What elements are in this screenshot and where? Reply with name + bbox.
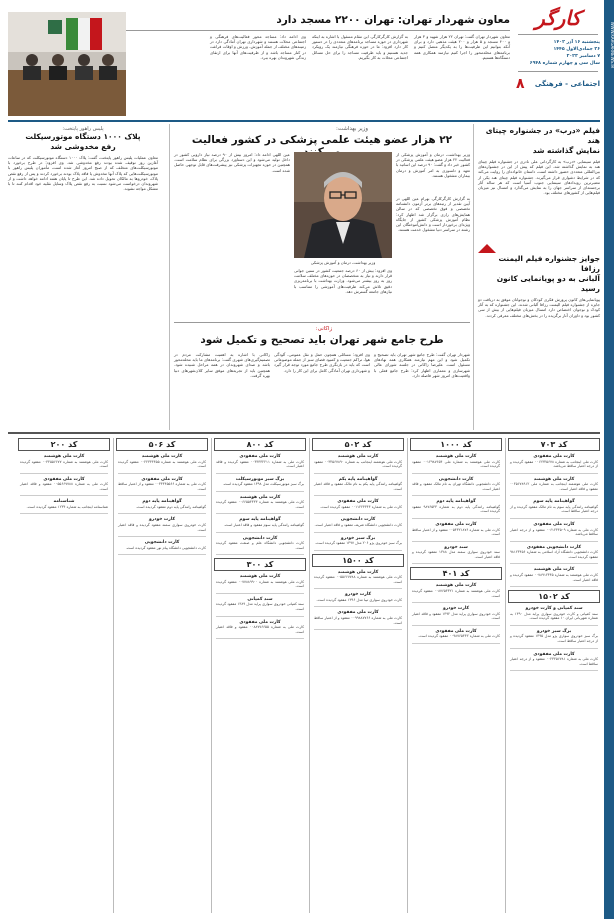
health-story-photo (294, 152, 392, 258)
issue-line: سال سی و چهارم شماره ۶۹۴۸ (529, 61, 600, 66)
ad-divider (510, 670, 598, 671)
ad-item (216, 597, 304, 612)
ad-divider (412, 541, 500, 542)
ad-divider (118, 473, 206, 474)
film-story-body: فیلم سینمایی «درب» به کارگردانی علی نادری در جشنواره فیلم چیتای هند به نمایش گذاشته شد. این فیلم که پیش از این در جشنواره‌های بین‌المللی متعددی حضور داشته است، داستان خانواده‌ای را روایت می‌کند که در شرایط دشواری قرار می‌گیرند. جشنواره فیلم چیتای هند یکی از معتبرترین رویدادهای سینمایی جنوب آسیا است که هر ساله آثار برجسته‌ای از سراسر جهان را به نمایش می‌گذارد و امسال نیز میزبان فیلم‌هایی از کشورهای مختلف بود. (478, 159, 600, 196)
ad-body: سند کمپانی و کارت خودروی سواری پراید مدل ۱۳۹۰ به شماره شهربانی ایران ۱۰ مفقود گردیده است. (510, 611, 598, 621)
ad-divider (216, 554, 304, 555)
ad-title: کارت دانشجویی مفقودی (526, 544, 582, 550)
ad-title: کارت ملی هوشمند (533, 476, 575, 482)
ad-divider (216, 593, 304, 594)
ad-item (412, 606, 500, 621)
ad-column (116, 438, 208, 913)
top-story-photo (8, 12, 126, 116)
ad-section-heading: کد ۱۵۰۰ (312, 554, 404, 567)
ad-column (18, 438, 110, 913)
award-title-line-2: آلبانی به دو پویانمایی کانون رسید (496, 274, 600, 293)
ad-title: کارت ملی هوشمند (239, 494, 281, 500)
ad-item (412, 629, 500, 639)
ad-title: گواهینامه پایه یکم (338, 476, 378, 482)
top-story-col-3: وی ادامه داد: مساجد محور فعالیت‌های فرهنگی و اجتماعی محلات هستند و شهرداری تهران آمادگی دارد در زمینه‌های مختلف از جمله آموزش، ورزش و اوقات فراغت در کنار مساجد باشد و از ظرفیت‌های آنها برای ارتقای زندگی شهروندان بهره ببرد. (210, 34, 306, 60)
ad-item (20, 499, 108, 509)
ad-item (216, 574, 304, 589)
ad-divider (314, 513, 402, 514)
ad-section-heading: کد ۴۰۱ (410, 567, 502, 580)
ad-title: کارت ملی مفقودی (239, 454, 281, 459)
ad-title: کارت ملی مفقودی (533, 454, 575, 459)
ad-title: کارت خودرو (442, 606, 470, 612)
top-story-col-2: به گزارش کارگرکارگر، این مقام مسئول با اشاره به اینکه شهرداری در حوزه مساجد برنامه‌های متعددی را در دستور کار دارد افزود: ما در حوزه فرهنگی نیازمند یک رویکرد جدید هستیم و باید ظرفیت مساجد را برای حل مسائل اجتماعی محلات به کار بگیریم. (312, 34, 408, 60)
ad-column (508, 438, 600, 913)
ad-item (118, 517, 206, 532)
ad-item (412, 499, 500, 514)
ad-divider (412, 602, 500, 603)
ad-section-heading: کد ۱۵۰۲ (508, 590, 600, 603)
police-story-kicker: پلیس راهور پایتخت: (62, 126, 104, 132)
ad-item (118, 540, 206, 550)
ad-section-heading: کد ۵۰۶ (116, 438, 208, 451)
ad-body: برگ سبز خودروی پژو ۲۰۶ مدل ۱۳۹۷ مفقود گردیده است. (315, 541, 402, 546)
ad-body: سند خودروی سواری سمند مدل ۱۳۸۸ مفقود گردیده و فاقد اعتبار است. (412, 550, 500, 559)
masthead (516, 6, 600, 114)
ad-item (314, 592, 402, 602)
ad-divider (510, 586, 598, 587)
ad-title: سند کمپانی و کارت خودرو (525, 606, 583, 612)
ad-body: کارت خودروی سواری پراید مدل ۱۳۹۲ مفقود و فاقد اعتبار است. (412, 611, 500, 621)
health-story-col-2: به گزارش کارگرکارگر، بهرام عین اللهی در آیین تقدیر از رتبه‌های برتر آزمون دانشنامه تخصصی و فوق تخصصی که در سالن همایش‌های رازی برگزار شد اظهار کرد: نظام آموزش پزشکی کشور از جایگاه ویژه‌ای برخوردار است و دانش‌آموختگان این رشته در سراسر دنیا مشغول خدمت هستند. (396, 196, 470, 233)
ad-title: کارت ملی هوشمند (43, 454, 85, 459)
ad-title: کارت دانشجویی (438, 476, 474, 482)
ad-divider (510, 563, 598, 564)
award-story-body: پویانمایی‌های کانون پرورش فکری کودکان و نوجوانان موفق به دریافت دو جایزه از جشنواره فیلم الیمنت رزافا آلبانی شدند. این جشنواره که به آثار کودک و نوجوان اختصاص دارد امسال میزبان فیلم‌هایی از بیش از سی کشور بود و داوران آثار برگزیده را در بخش‌های مختلف معرفی کردند. (478, 297, 600, 318)
film-story-title (478, 126, 600, 156)
ad-body: کارت دانشجویی دانشگاه علم و صنعت مفقود گردیده است. (216, 541, 304, 550)
police-title-line-2: رفع مخدوشی شد (50, 142, 116, 151)
ad-section-heading: کد ۱۰۰۰ (410, 438, 502, 451)
ad-item (118, 499, 206, 509)
top-story-title: معاون شهردار تهران: تهران ۲۲۰۰ مسجد دارد (276, 14, 510, 26)
urban-story-col-3: زاکانی با اشاره به اهمیت مشارکت مردم در تصمیم‌گیری‌های شهری گفت: برنامه‌های ما باید محله‌محور باشد و صدای شهروندان در همه مراحل شنیده شود. همچنین باید از تجربه‌های موفق سایر کلان‌شهرهای دنیا بهره گرفت. (174, 352, 270, 378)
ad-title: کارت ملی مفقودی (435, 522, 477, 528)
ad-item (118, 454, 206, 469)
section-label: اجتماعی - فرهنگی (534, 80, 600, 88)
ad-title: گواهینامه پایه سوم (239, 517, 281, 523)
date-line-1: پنجشنبه ۱۶ آذر ۱۴۰۲ (553, 40, 600, 45)
police-story-body: معاون عملیات پلیس راهور پایتخت، گفت: پلاک ۱۰۰۰ دستگاه موتورسیکلت که در ساعات آغازین روز توقیف شده بودند رفع مخدوشی شد. وی افزود: در طرح برخورد با موتورسیکلت‌های متخلف که از صبح امروز آغاز شده است، مأموران پلیس راهور با موتورسیکلت‌هایی که پلاک آنها مخدوش یا فاقد پلاک بودند برخورد کردند و پس از رفع نقص پلاک، خودروها به مالکان تحویل داده شد. این طرح تا پایان هفته ادامه خواهد داشت و از شهروندان درخواست می‌شود نسبت به رفع نقص پلاک وسایل نقلیه خود اقدام کنند تا با مشکل مواجه نشوند. (8, 155, 159, 192)
ad-divider (20, 495, 108, 496)
ad-item (20, 477, 108, 492)
ad-body: کارت ملی به شماره ۰۰۲۳۴۵۶۷۸۱ مفقود و از درجه اعتبار ساقط است. (510, 657, 598, 666)
ad-item (314, 570, 402, 585)
health-story-title: ۲۲ هزار عضو هیئت علمی پزشکی در کشور فعالیت (191, 134, 453, 146)
ad-body: گواهینامه رانندگی پایه دوم مفقود گردیده است. (135, 504, 206, 509)
ad-column (312, 438, 404, 913)
ad-item (216, 477, 304, 487)
ad-body: کارت ملی به شماره ۰۰۵۵۶۶۷۷۸۸ مفقود و فاقد اعتبار است. (20, 482, 108, 491)
ad-body: کارت ملی به شماره ۰۰۴۴۳۳۲۲۱۱ مفقود گردیده و فاقد اعتبار است. (216, 459, 304, 469)
ad-item (412, 522, 500, 537)
ad-divider (412, 495, 500, 496)
ad-section-heading: کد ۸۰۰ (214, 438, 306, 451)
ad-column-divider (505, 438, 506, 913)
ad-divider (412, 625, 500, 626)
ad-body: کارت ملی به شماره ۰۰۱۱۲۲۳۳۴۴ مفقود گردیده است. (320, 504, 402, 509)
ad-title: کارت ملی هوشمند (141, 454, 183, 459)
ad-divider (412, 518, 500, 519)
urban-story-col-2: وی افزود: مسائلی همچون حمل و نقل عمومی، آلودگی هوا، تراکم جمعیت و کمبود فضای سبز از جمله موضوعاتی است که باید در بازنگری طرح جامع مورد توجه قرار گیرد و شهرداری تهران آمادگی کامل برای این کار را دارد. (274, 352, 370, 373)
ad-divider (510, 473, 598, 474)
ad-body: کارت ملی اینجانب به شماره ۰۰۱۲۳۴۵۶۷۸ مفقود گردیده و از درجه اعتبار ساقط می‌باشد. (510, 459, 598, 469)
ad-body: کارت دانشجویی دانشگاه تهران به نام مالک مفقود و فاقد اعتبار است. (412, 482, 500, 491)
ad-divider (412, 643, 500, 644)
health-story-col-4: عین اللهی ادامه داد: امروز بیش از ۹۰ درصد نیاز دارویی کشور در داخل تولید می‌شود و این دستاورد بزرگی برای نظام سلامت است. همچنین در حوزه تجهیزات پزشکی نیز پیشرفت‌های قابل توجهی حاصل شده است. (174, 152, 290, 173)
ad-divider (510, 625, 598, 626)
ad-divider (412, 473, 500, 474)
ad-item (314, 517, 402, 527)
ad-divider (216, 532, 304, 533)
ad-divider (510, 541, 598, 542)
health-story-kicker: وزیر بهداشت: (336, 126, 368, 132)
ad-title: گواهینامه پایه دوم (436, 499, 476, 505)
urban-story-col-1: شهردار تهران گفت: طرح جامع شهر تهران باید تصحیح و تکمیل شود و این مهم نیازمند همکاری همه نهادهای مسئول است. علیرضا زاکانی در جلسه شورای عالی شهرسازی و معماری اظهار کرد: طرح جامع فعلی با واقعیت‌های امروز شهر فاصله دارد. (374, 352, 470, 378)
ad-title: کارت ملی مفقودی (337, 499, 379, 505)
ad-item (510, 567, 598, 582)
ad-divider (20, 513, 108, 514)
ad-item (118, 477, 206, 492)
ad-divider (216, 473, 304, 474)
ad-item (216, 517, 304, 527)
health-photo-caption: وزیر بهداشت، درمان و آموزش پزشکی (310, 260, 376, 265)
ad-column-divider (211, 438, 212, 913)
health-story-col-1: وزیر بهداشت، درمان و آموزش پزشکی از فعالیت ۲۲ هزار عضو هیئت علمی پزشکی در کشور خبر داد و گفت: ۹۰ درصد این اساتید با تعهد و دلسوزی به امر آموزش و درمان بیماران مشغول هستند. (396, 152, 471, 178)
ad-title: کارت دانشجویی (340, 517, 376, 523)
ad-item (510, 477, 598, 492)
ad-body: گواهینامه رانندگی پایه سوم مفقود و فاقد اعتبار است. (223, 522, 304, 527)
ad-item (20, 454, 108, 469)
ad-body: کارت ملی هوشمند به شماره ۰۰۷۷۸۸۹۹۰۰ مفقود گردیده است. (216, 579, 304, 589)
ad-title: کارت ملی هوشمند (435, 583, 477, 589)
ad-divider (412, 563, 500, 564)
ad-section-heading: کد ۲۰۰ (18, 438, 110, 451)
ad-body: کارت خودروی سواری سمند مفقود گردیده و فاقد اعتبار است. (118, 522, 206, 532)
ad-body: کارت خودروی سواری تیبا مدل ۱۳۹۶ مفقود گردیده است. (316, 597, 402, 602)
ad-divider (20, 473, 108, 474)
ad-body: شناسنامه اینجانب به شماره ۱۲۳۴ مفقود گردیده است. (26, 504, 108, 509)
ad-title: برگ سبز خودرو (536, 628, 572, 634)
health-story-col-3: وی افزود: بیش از ۶۰ درصد جمعیت کشور در سنین جوانی قرار دارند و نیاز به متخصصان در حوزه‌های مختلف سلامت روز به روز بیشتر می‌شود. وزارت بهداشت با برنامه‌ریزی دقیق تلاش می‌کند ظرفیت‌های آموزشی را متناسب با نیازهای جامعه گسترش دهد. (294, 268, 393, 294)
ad-item (412, 583, 500, 598)
ad-item (510, 545, 598, 560)
ad-body: کارت ملی به شماره ۰۰۹۹۸۸۷۷۶۶ مفقود و از اعتبار ساقط است. (314, 615, 403, 625)
ad-item (216, 536, 304, 551)
ad-body: کارت ملی به شماره ۰۰۸۸۷۷۶۶۵۵ مفقود و فاقد اعتبار است. (216, 625, 304, 634)
award-photo (474, 240, 500, 252)
ad-title: کارت ملی مفقودی (239, 619, 281, 625)
ad-item (412, 454, 500, 469)
ad-item (216, 620, 304, 635)
ad-divider (118, 554, 206, 555)
side-strip-text: WWW.KARGARNEWS.IR (610, 21, 615, 69)
ad-divider (216, 638, 304, 639)
ad-title: کارت ملی مفقودی (337, 610, 379, 616)
ad-divider (510, 648, 598, 649)
ad-item (510, 522, 598, 537)
ad-body: کارت ملی هوشمند اینجانب به شماره ملی ۰۰۴۵۶۷۸۹۱۲ مفقود و فاقد اعتبار است. (510, 482, 598, 491)
urban-story-title: طرح جامع شهر تهران باید تصحیح و تکمیل شود (200, 334, 444, 346)
ad-item (314, 536, 402, 546)
ad-section-heading: کد ۵۰۲ (312, 438, 404, 451)
ad-divider (118, 495, 206, 496)
ad-body: کارت ملی هوشمند به شماره ۰۰۸۷۶۵۴۳۲۱ مفقود گردیده است. (412, 588, 500, 598)
ad-title: کارت ملی مفقودی (435, 628, 477, 634)
ad-column (214, 438, 306, 913)
police-story-title (8, 132, 158, 152)
urban-story-kicker: زاکانی: (315, 326, 333, 332)
ad-body: برگ سبز موتورسیکلت مدل ۱۳۹۸ مفقود گردیده است. (222, 482, 304, 487)
ad-title: کارت ملی هوشمند (533, 567, 575, 573)
ad-item (216, 454, 304, 469)
ad-title: کارت خودرو (344, 592, 372, 598)
ad-body: کارت دانشجویی دانشگاه آزاد اسلامی به شماره ۹۸۱۲۳۴۵۶ مفقود گردیده است. (510, 550, 598, 559)
ad-item (314, 454, 402, 469)
ad-title: کارت ملی هوشمند (337, 569, 379, 575)
award-title-line-1: جوایز جشنواره فیلم الیمنت رزافا (498, 254, 600, 273)
ad-body: سند کمپانی خودروی سواری پراید مدل ۱۳۸۹ مفقود گردیده است. (216, 602, 305, 612)
ad-body: کارت دانشجویی دانشگاه شریف مفقود و فاقد اعتبار است. (314, 522, 402, 527)
ad-body: کارت ملی هوشمند به شماره ملی ۰۰۱۲۹۸۷۶۵۴ مفقود گردیده است. (412, 459, 500, 469)
ad-title: کارت ملی مفقودی (533, 522, 575, 528)
ad-divider (216, 616, 304, 617)
police-title-line-1: پلاک ۱۰۰۰ دستگاه موتورسیکلت (25, 132, 141, 141)
ad-divider (118, 536, 206, 537)
ad-title: کارت دانشجویی (242, 535, 278, 541)
ad-title: کارت ملی هوشمند (239, 574, 281, 580)
ad-body: کارت ملی هوشمند به شماره ۰۰۲۲۳۳۴۴۵۵ مفقود گردیده است. (118, 459, 206, 469)
ad-title: کارت دانشجویی (144, 540, 180, 546)
ad-item (510, 454, 598, 469)
ad-body: کارت ملی به شماره ۰۰۹۸۷۶۵۴۳۲ مفقود گردیده است. (418, 634, 500, 639)
ad-divider (510, 495, 598, 496)
ad-section-heading: کد ۳۰۰ (214, 558, 306, 571)
ad-divider (314, 606, 402, 607)
ad-item (314, 499, 402, 509)
ad-title: برگ سبز موتورسیکلت (235, 476, 285, 482)
ad-title: گواهینامه پایه دوم (142, 499, 182, 505)
ad-divider (216, 491, 304, 492)
masthead-logo: کارگر (535, 6, 581, 30)
ad-item (412, 477, 500, 492)
ad-divider (314, 495, 402, 496)
film-title-line-1: فیلم «درب» در جشنواره چیتای هند (485, 126, 600, 145)
ad-item (510, 629, 598, 644)
ad-body: گواهینامه رانندگی پایه سوم به نام مالک مفقود گردیده و از درجه اعتبار ساقط است. (510, 504, 598, 514)
ad-body: کارت ملی هوشمند به شماره ۰۰۴۴۵۵۶۶۷۷ مفقود گردیده است. (20, 459, 108, 469)
ad-divider (314, 532, 402, 533)
ad-item (510, 652, 598, 667)
ad-title: کارت ملی هوشمند (435, 454, 477, 459)
ad-body: کارت ملی هوشمند به شماره ۰۰۷۸۹۱۲۳۴۵ مفقود گردیده و فاقد اعتبار است. (510, 572, 598, 582)
ad-column (410, 438, 502, 913)
ad-divider (510, 518, 598, 519)
ad-divider (314, 473, 402, 474)
ad-body: برگ سبز خودروی سواری پژو مدل ۱۳۹۵ مفقود گردیده و از درجه اعتبار ساقط است. (510, 634, 598, 643)
ad-title: کارت ملی مفقودی (533, 651, 575, 657)
ad-title: شناسنامه (53, 499, 75, 505)
ad-body: کارت ملی هوشمند به شماره ۰۰۶۶۵۵۴۴۳۳ مفقود گردیده است. (216, 500, 304, 509)
ad-title: سند خودرو (444, 544, 468, 550)
film-title-line-2: نمایش گذاشته شد (532, 146, 600, 155)
ad-divider (216, 513, 304, 514)
ad-divider (314, 550, 402, 551)
ad-body: گواهینامه رانندگی پایه یکم به نام مالک مفقود و فاقد اعتبار است. (314, 482, 402, 491)
ad-body: کارت ملی هوشمند به شماره ۰۰۵۵۶۶۷۷۸۸ مفقود گردیده است. (314, 575, 402, 584)
ad-column-divider (407, 438, 408, 913)
ad-body: کارت ملی به شماره ۰۰۶۱۲۳۴۵۰۹ مفقود و از درجه اعتبار ساقط می‌باشد. (510, 527, 598, 537)
ad-item (216, 495, 304, 510)
date-line-3: ۷ دسامبر ۲۰۲۳ (566, 54, 600, 59)
ad-item (314, 477, 402, 492)
ad-item (510, 499, 598, 514)
ad-column-divider (113, 438, 114, 913)
ad-body: کارت ملی به شماره ۰۰۵۴۳۲۱۸۷۶ مفقود و از اعتبار ساقط است. (412, 527, 501, 537)
page-number: ۸ (516, 76, 525, 92)
ad-item (412, 545, 500, 560)
ad-body: کارت ملی به شماره ۰۰۳۳۴۴۵۵۶۶ مفقود و از اعتبار ساقط است. (118, 482, 207, 491)
ad-title: کارت ملی مفقودی (43, 476, 85, 482)
ad-title: کارت ملی هوشمند (337, 454, 379, 459)
ad-section-heading: کد ۷۰۳ (508, 438, 600, 451)
ad-body: گواهینامه رانندگی پایه دوم به شماره ۹۸۷۶۵۴۳ مفقود گردیده است. (412, 504, 500, 514)
ad-title: سند کمپانی (247, 596, 273, 602)
side-strip (604, 0, 614, 919)
ad-body: کارت ملی هوشمند اینجانب به شماره ۰۰۳۴۵۶۷۸۹۰ مفقود گردیده است. (314, 459, 402, 469)
ad-divider (314, 588, 402, 589)
ad-divider (118, 513, 206, 514)
ad-title: گواهینامه پایه سوم (533, 499, 575, 505)
ad-body: کارت دانشجویی دانشگاه پیام نور مفقود گردیده است. (125, 545, 206, 550)
date-line-2: ۲۶ جمادی‌الاول ۱۴۴۵ (553, 47, 600, 52)
award-story-title (478, 254, 600, 294)
ad-item (314, 610, 402, 625)
ad-divider (314, 629, 402, 630)
top-story-col-1: معاون شهردار تهران گفت: تهران ۲۲ هزار شهید و ۳ هزار و ۴۰۰ مسجد و ۵ هزار و ۲۰۰ هیئت مذهبی دارد و برای آنکه بتوانیم این ظرفیت‌ها را به یکدیگر متصل کنیم و برنامه‌های محله‌محور را اجرا کنیم نیازمند همکاری همه دستگاه‌ها هستیم. (414, 34, 511, 60)
ad-title: برگ سبز خودرو (340, 535, 376, 541)
ad-title: کارت خودرو (148, 517, 176, 523)
ad-item (510, 606, 598, 621)
ad-column-divider (309, 438, 310, 913)
ad-title: کارت ملی مفقودی (141, 476, 183, 482)
